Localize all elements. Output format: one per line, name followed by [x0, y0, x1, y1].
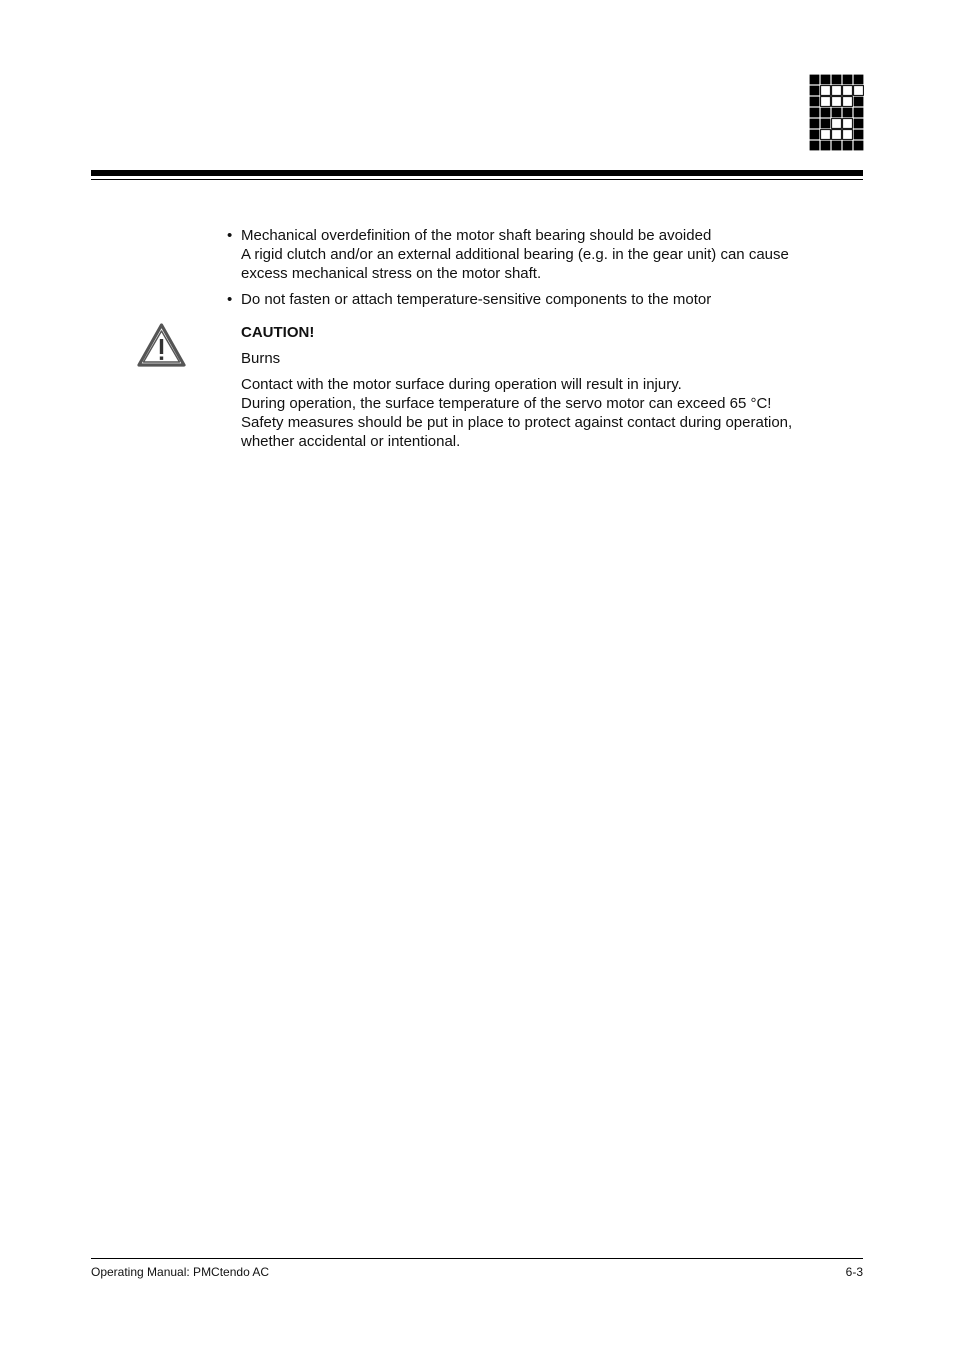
logo-grid-cell: [854, 97, 864, 107]
logo-grid-cell: [854, 141, 864, 151]
logo-grid-cell: [810, 141, 820, 151]
logo-grid-cell: [810, 130, 820, 140]
logo-grid-cell: [821, 108, 831, 118]
logo-grid-cell: [854, 108, 864, 118]
logo-grid-cell: [810, 108, 820, 118]
footer-rule: [91, 1258, 863, 1259]
logo-grid-cell: [821, 97, 831, 107]
logo-grid-cell: [832, 119, 842, 129]
footer-page-number: 6-3: [845, 1265, 863, 1279]
page-content: [241, 226, 851, 451]
logo-grid-cell: [843, 108, 853, 118]
caution-title: CAUTION!: [241, 324, 315, 341]
logo-grid-cell: [843, 97, 853, 107]
logo-grid-cell: [832, 97, 842, 107]
logo-grid-cell: [821, 130, 831, 140]
header-rule-thick: [91, 170, 863, 176]
bullet-line: • Mechanical overdefinition of the motor shaft bearing should be avoided: [241, 227, 712, 244]
caution-line: During operation, the surface temperature of the servo motor can exceed 65 °C!: [241, 395, 772, 412]
logo-grid-cell: [854, 130, 864, 140]
logo-grid-cell: [821, 119, 831, 129]
caution-line: Contact with the motor surface during operation will result in injury.: [241, 376, 682, 393]
logo-grid-cell: [854, 119, 864, 129]
logo-grid-cell: [843, 75, 853, 85]
bullet-item-bearing: [241, 226, 851, 283]
logo-grid-cell: [832, 141, 842, 151]
bullet-line: • Do not fasten or attach temperature-sensitive components to the motor: [241, 291, 712, 308]
logo-grid-cell: [810, 75, 820, 85]
header-rule-thin: [91, 179, 863, 180]
logo-grid-cell: [821, 86, 831, 96]
logo-grid-cell: [843, 86, 853, 96]
logo-grid-cell: [832, 86, 842, 96]
logo-grid-cell: [832, 130, 842, 140]
bullet-item-temperature: [241, 290, 851, 309]
logo-grid-cell: [810, 86, 820, 96]
logo-grid-cell: [821, 75, 831, 85]
warning-triangle-icon: [136, 322, 187, 369]
logo-grid-cell: [832, 108, 842, 118]
chapter-grid-logo-icon: [809, 74, 864, 151]
logo-grid-cell: [810, 119, 820, 129]
logo-grid-cell: [843, 119, 853, 129]
logo-grid-cell: [843, 130, 853, 140]
logo-grid-cell: [810, 97, 820, 107]
logo-grid-cell: [821, 141, 831, 151]
caution-block: [241, 323, 851, 451]
logo-grid-cell: [854, 86, 864, 96]
caution-line: whether accidental or intentional.: [241, 433, 461, 450]
logo-grid-cell: [854, 75, 864, 85]
caution-line: Safety measures should be put in place to protect against contact during operation,: [241, 414, 793, 431]
bullet-line: excess mechanical stress on the motor shaft.: [241, 265, 542, 282]
logo-grid-cell: [843, 141, 853, 151]
bullet-line: A rigid clutch and/or an external additional bearing (e.g. in the gear unit) can cause: [241, 246, 789, 263]
caution-subtitle: Burns: [241, 350, 281, 367]
footer-manual-title: Operating Manual: PMCtendo AC: [91, 1265, 270, 1279]
logo-grid-cell: [832, 75, 842, 85]
